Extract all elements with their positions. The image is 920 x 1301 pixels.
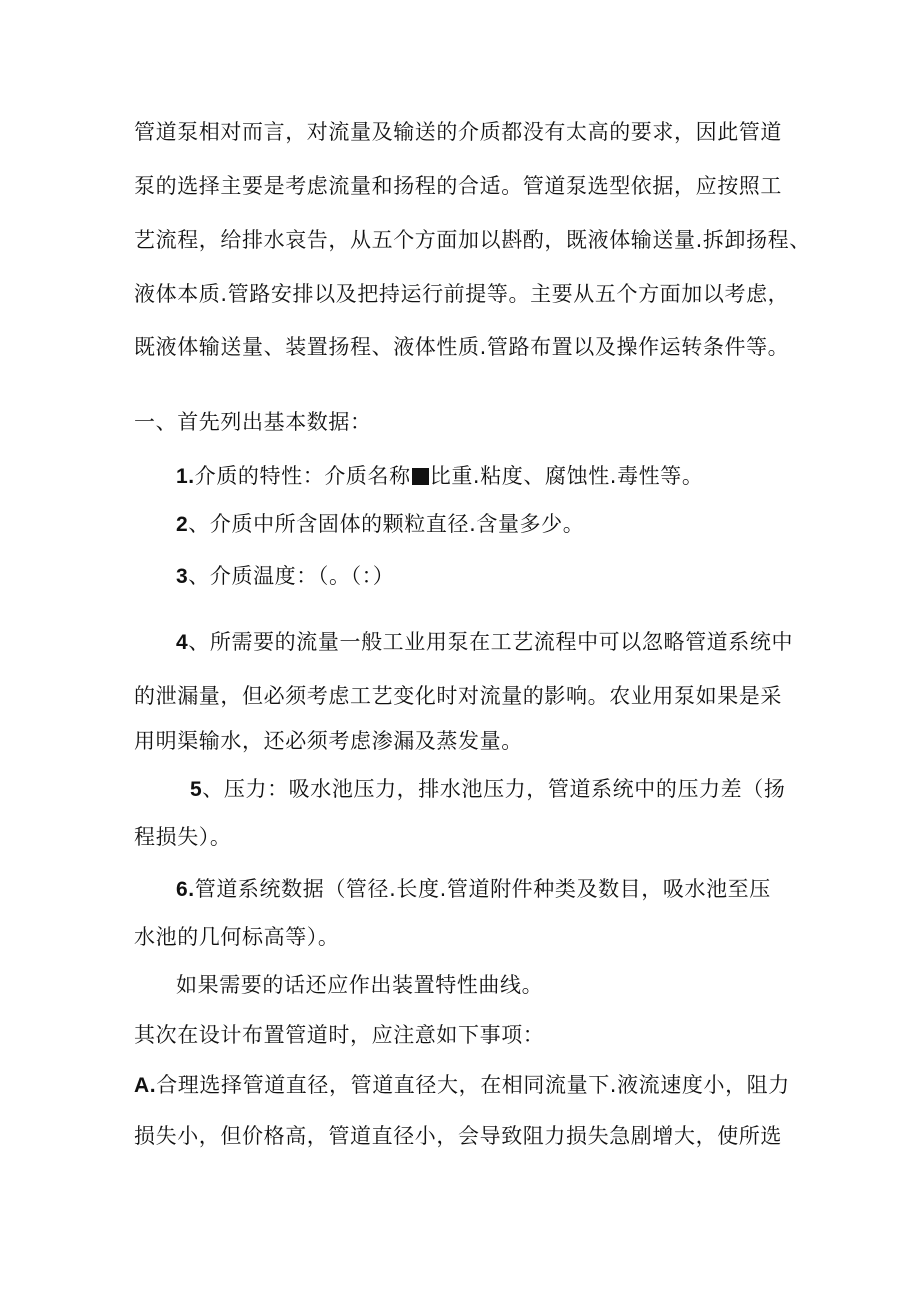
redacted-box-icon (412, 468, 429, 485)
item-a-line-2: 损失小，但价格高，管道直径小，会导致阻力损失急剧增大，使所选 (134, 1124, 782, 1148)
item-4-line-3: 用明渠输水，还必须考虑渗漏及蒸发量。 (134, 729, 523, 753)
item-5-text-1: 、压力：吸水池压力，排水池压力，管道系统中的压力差（扬 (202, 777, 786, 801)
item-1-text-a: 介质的特性：介质名称 (194, 464, 411, 488)
item-5-line-2: 程损失）。 (134, 825, 232, 849)
item-1-text-b: 比重.粘度、腐蚀性.毒性等。 (429, 464, 704, 488)
item-a-number: A. (134, 1074, 157, 1097)
intro-line-2: 泵的选择主要是考虑流量和扬程的合适。管道泵选型依据，应按照工 (134, 174, 782, 198)
item-1 (176, 461, 703, 492)
item-3-number: 3 (176, 565, 189, 588)
item-6-line-1 (176, 874, 771, 905)
intro-line-1: 管道泵相对而言，对流量及输送的介质都没有太高的要求，因此管道 (134, 120, 782, 144)
item-2-number: 2 (176, 513, 189, 536)
item-6-number: 6. (176, 878, 195, 901)
item-6-line-2: 水池的几何标高等）。 (134, 925, 340, 949)
intro-line-5: 既液体输送量、装置扬程、液体性质.管路布置以及操作运转条件等。 (134, 335, 790, 359)
item-4-number: 4 (176, 631, 189, 654)
item-4-line-1 (176, 627, 793, 658)
item-3-text: 、介质温度：（。（：） (188, 564, 395, 588)
item-3 (176, 561, 394, 592)
item-1-number: 1. (176, 465, 195, 488)
section1-heading: 一、首先列出基本数据： (134, 410, 372, 434)
item-5-line-1 (190, 774, 785, 805)
item-4-text-1: 、所需要的流量一般工业用泵在工艺流程中可以忽略管道系统中 (188, 630, 794, 654)
section2-heading: 其次在设计布置管道时，应注意如下事项： (134, 1023, 545, 1047)
item-2 (176, 509, 584, 540)
curve-note: 如果需要的话还应作出装置特性曲线。 (176, 973, 544, 997)
item-4-line-2: 的泄漏量，但必须考虑工艺变化时对流量的影响。农业用泵如果是采 (134, 684, 782, 708)
intro-line-3: 艺流程，给排水哀告，从五个方面加以斟酌，既液体输送量.拆卸扬程、 (134, 228, 811, 252)
item-2-text: 、介质中所含固体的颗粒直径.含量多少。 (188, 512, 585, 536)
item-5-number: 5 (190, 778, 203, 801)
item-a-text-1: 合理选择管道直径，管道直径大，在相同流量下.液流速度小，阻力 (156, 1073, 790, 1097)
item-a-line-1 (134, 1070, 790, 1101)
intro-line-4: 液体本质.管路安排以及把持运行前提等。主要从五个方面加以考虑， (134, 282, 790, 306)
item-6-text-1: 管道系统数据（管径.长度.管道附件种类及数目，吸水池至压 (194, 877, 771, 901)
